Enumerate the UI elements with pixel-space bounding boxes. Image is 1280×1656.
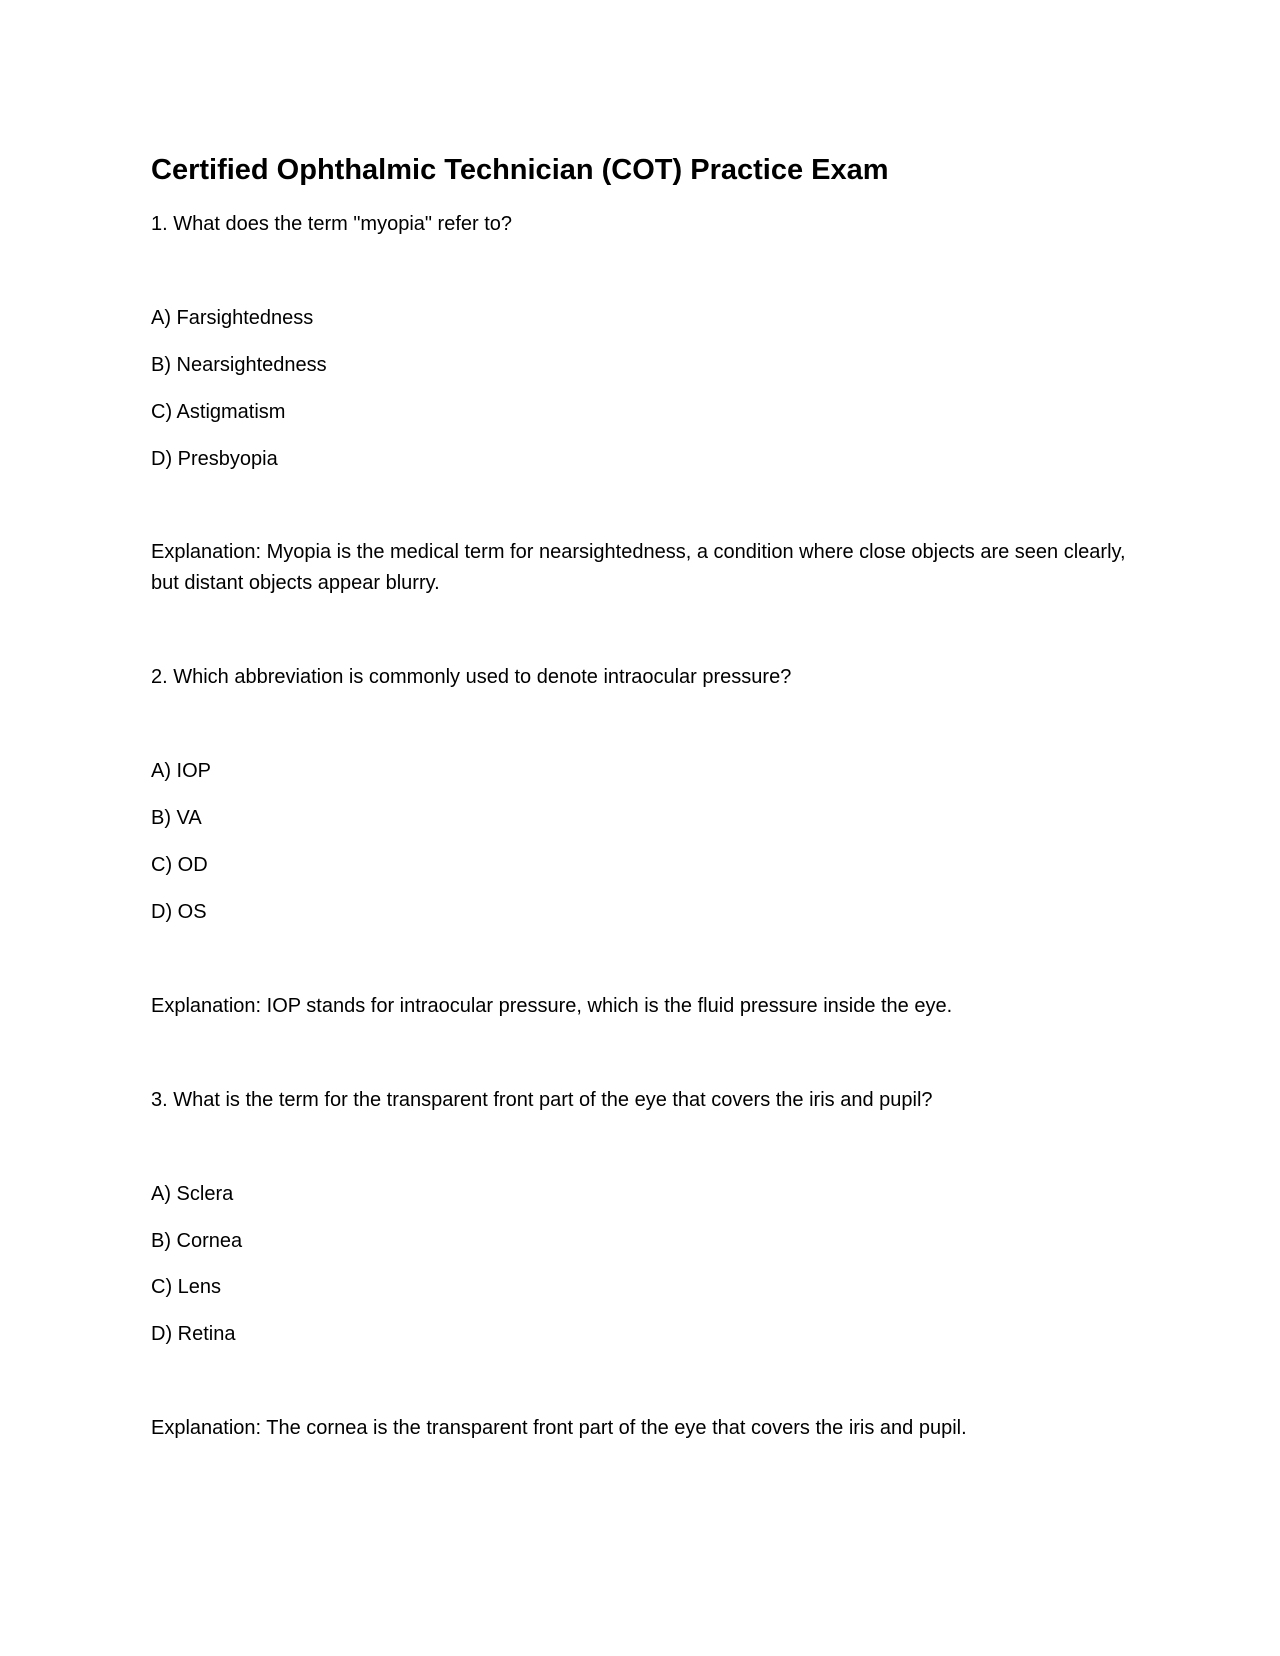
explanation-text: Explanation: Myopia is the medical term for nearsightedness, a condition where close objects are seen clearly, but distant objects appear blurry. [151, 541, 1126, 594]
answer-option: B) Nearsightedness [151, 354, 327, 376]
answer-option: D) Presbyopia [151, 448, 278, 470]
answer-option: C) OD [151, 854, 208, 876]
answer-option: D) OS [151, 901, 207, 923]
answer-option: C) Lens [151, 1276, 222, 1298]
answer-option: A) IOP [151, 760, 212, 782]
answer-option: A) Sclera [151, 1183, 234, 1205]
question-text: 3. What is the term for the transparent front part of the eye that covers the iris and pupil? [151, 1089, 933, 1111]
page-title: Certified Ophthalmic Technician (COT) Practice Exam [151, 154, 889, 186]
explanation-text: Explanation: IOP stands for intraocular pressure, which is the fluid pressure inside the eye. [151, 995, 953, 1017]
answer-option: A) Farsightedness [151, 307, 314, 329]
question-text: 1. What does the term "myopia" refer to? [151, 213, 513, 235]
question-text: 2. Which abbreviation is commonly used to denote intraocular pressure? [151, 666, 792, 688]
answer-option: B) Cornea [151, 1230, 243, 1252]
explanation-text: Explanation: The cornea is the transparent front part of the eye that covers the iris and pupil. [151, 1417, 967, 1439]
answer-option: B) VA [151, 807, 202, 829]
answer-option: C) Astigmatism [151, 401, 286, 423]
answer-option: D) Retina [151, 1323, 236, 1345]
